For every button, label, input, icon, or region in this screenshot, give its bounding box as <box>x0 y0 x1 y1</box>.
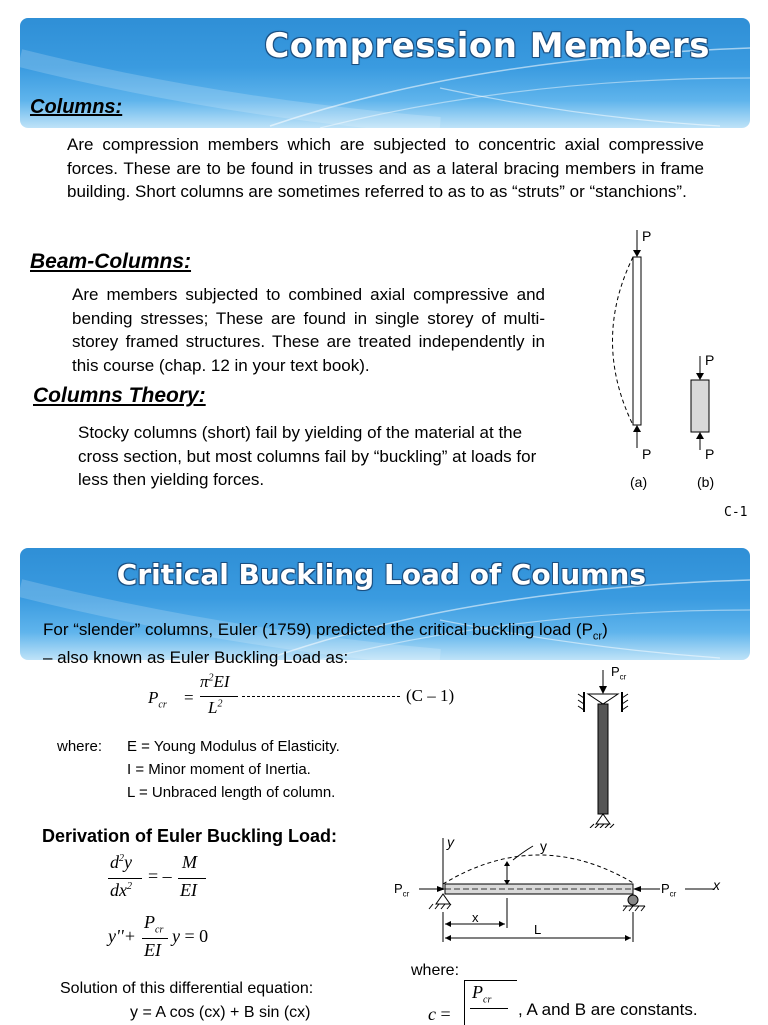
beam-dim-x: x <box>472 910 479 925</box>
solution-equation: y = A cos (cx) + B sin (cx) <box>130 1004 311 1021</box>
euler-equation: $P_{cr}$ = $\pi^2EI$ $L^2$ (C – 1) <box>148 672 455 717</box>
figure-label-b: (b) <box>697 474 715 490</box>
derivation-heading: Derivation of Euler Buckling Load: <box>42 826 338 846</box>
eq-p: P <box>148 688 159 707</box>
intro-subscript: cr <box>592 630 603 643</box>
load-label-b-bottom: P <box>705 446 715 462</box>
eq-tag: (C – 1) <box>406 686 455 705</box>
where-label: where: <box>57 738 103 755</box>
columns-heading: Columns: <box>30 96 123 118</box>
where-l: L = Unbraced length of column. <box>127 784 336 801</box>
euler-intro-line2: – also known as Euler Buckling Load as: <box>43 648 349 667</box>
beam-pcr-right-sub: cr <box>669 889 677 899</box>
beam-columns-description: Are members subjected to combined axial compressive and bending stresses; These are found in single storey of multi-storey framed structures. These are treated independently in this course (chap. 12 in your text book). <box>72 285 545 375</box>
beam-pcr-left-sub: cr <box>402 889 410 899</box>
beam-pcr-left-p: P <box>394 881 403 896</box>
beam-pcr-left <box>394 881 409 899</box>
beam-pcr-right-p: P <box>661 881 670 896</box>
title-banner <box>20 18 750 128</box>
load-label-a-top: P <box>642 228 652 244</box>
where-i: I = Minor moment of Inertia. <box>127 761 311 778</box>
beam-axis-x: x <box>713 877 720 893</box>
load-label-a-bottom: P <box>642 446 652 462</box>
columns-description: Are compression members which are subjected to concentric axial compressive forces. These are to be found in trusses and as a lateral bracing members in frame building. Short columns are sometimes referred to as to as “struts” or “stanchions”. <box>67 135 704 201</box>
slide-title-2: Critical Buckling Load of Columns <box>116 558 646 591</box>
constants-text: , A and B are constants. <box>518 1000 698 1019</box>
figure-label-a: (a) <box>630 474 648 490</box>
page-number: C-1 <box>724 505 748 520</box>
where-label-2: where: <box>411 962 460 979</box>
intro-text-b: ) <box>602 620 608 639</box>
pinned-column-figure <box>570 668 640 828</box>
solution-text: Solution of this differential equation: <box>60 980 314 997</box>
pcr-label-column <box>611 664 626 682</box>
beam-dim-l: L <box>534 922 542 937</box>
pcr-sub: cr <box>619 672 627 682</box>
pcr-p: P <box>611 664 620 679</box>
c-definition-equation: c = $P_{cr}$ <box>428 978 538 1024</box>
intro-text-a: For “slender” columns, Euler (1759) predicted the critical buckling load (P <box>43 620 593 639</box>
differential-equation-1: $d^2y$ $dx^2$ = – M EI <box>108 852 228 908</box>
slide-critical-buckling-load <box>0 548 768 1024</box>
columns-theory-description: Stocky columns (short) fail by yielding of the material at the cross section, but most columns fail by “buckling” at loads for less then yielding forces. <box>78 423 537 489</box>
differential-equation-2: y''+ $P_{cr}$ EI y = 0 <box>108 912 209 960</box>
beam-columns-heading: Beam-Columns: <box>30 250 192 273</box>
euler-intro-line1 <box>43 620 608 642</box>
eq-p-sub: cr <box>158 699 167 711</box>
slide-title: Compression Members <box>264 26 710 66</box>
beam-deflection-y: y <box>540 838 547 854</box>
where-e: E = Young Modulus of Elasticity. <box>127 738 340 755</box>
load-label-b-top: P <box>705 352 715 368</box>
columns-theory-heading: Columns Theory: <box>33 384 206 407</box>
title-banner-2 <box>20 548 750 660</box>
beam-pcr-right <box>661 881 676 899</box>
beam-axis-y: y <box>447 834 454 850</box>
